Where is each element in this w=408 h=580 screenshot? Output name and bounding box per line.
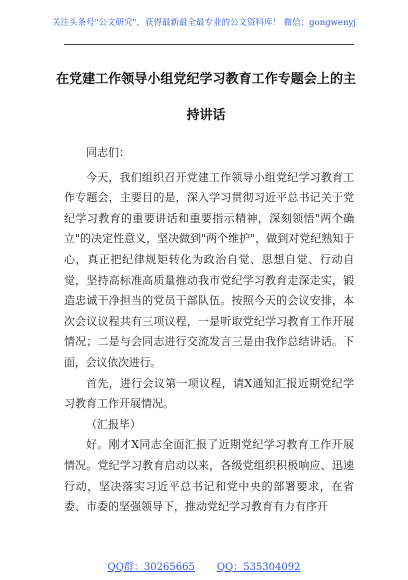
document-body bbox=[64, 143, 354, 518]
footer-contact bbox=[0, 558, 408, 573]
header-banner: 关注头条号"公文研究"，获得最新最全最专业的公文资料库！ 微信：gongwenyj bbox=[52, 18, 356, 28]
salutation: 同志们： bbox=[86, 146, 130, 159]
qq-group-link[interactable]: QQ群：30265665 bbox=[107, 562, 195, 573]
body-paragraph-3: （汇报毕） bbox=[86, 417, 141, 431]
header-divider bbox=[64, 44, 354, 45]
body-paragraph-1: 今天，我们组织召开党建工作领导小组党纪学习教育工作专题会，主要目的是，深入学习贯彻习近平总书记关于党纪学习教育的重要讲话和重要指示精神，深刻领悟"两个确立"的决定性意义，坚决做到"两个维护"，做到对党纪熟知于心，真正把纪律规矩转化为政治自觉、思想自觉、行动自觉，坚持高标准高质量推动我市党纪学习教育走深走实，锻造忠诚干净担当的党员干部队伍。按照今天的会议安排，本次会议议程共有三项议程，一是听取党纪学习教育工作开展情况；二是与会同志进行交流发言三是由我作总结讲话。下面，会议依次进行。 bbox=[64, 170, 354, 369]
document-title: 在党建工作领导小组党纪学习教育工作专题会上的主持讲话 bbox=[56, 72, 356, 123]
body-paragraph-2: 首先，进行会议第一项议程，请X通知汇报近期党纪学习教育工作开展情况。 bbox=[64, 376, 354, 411]
qq-contact-link[interactable]: QQ：535304092 bbox=[216, 562, 301, 573]
body-paragraph-4: 好。刚才X同志全面汇报了近期党纪学习教育工作开展情况。党纪学习教育启动以来，各级党组织积极响应、迅速行动，坚决落实习近平总书记和党中央的部署要求，在省委、市委的坚强领导下，推动党纪学习教育有力有序开 bbox=[64, 438, 354, 514]
